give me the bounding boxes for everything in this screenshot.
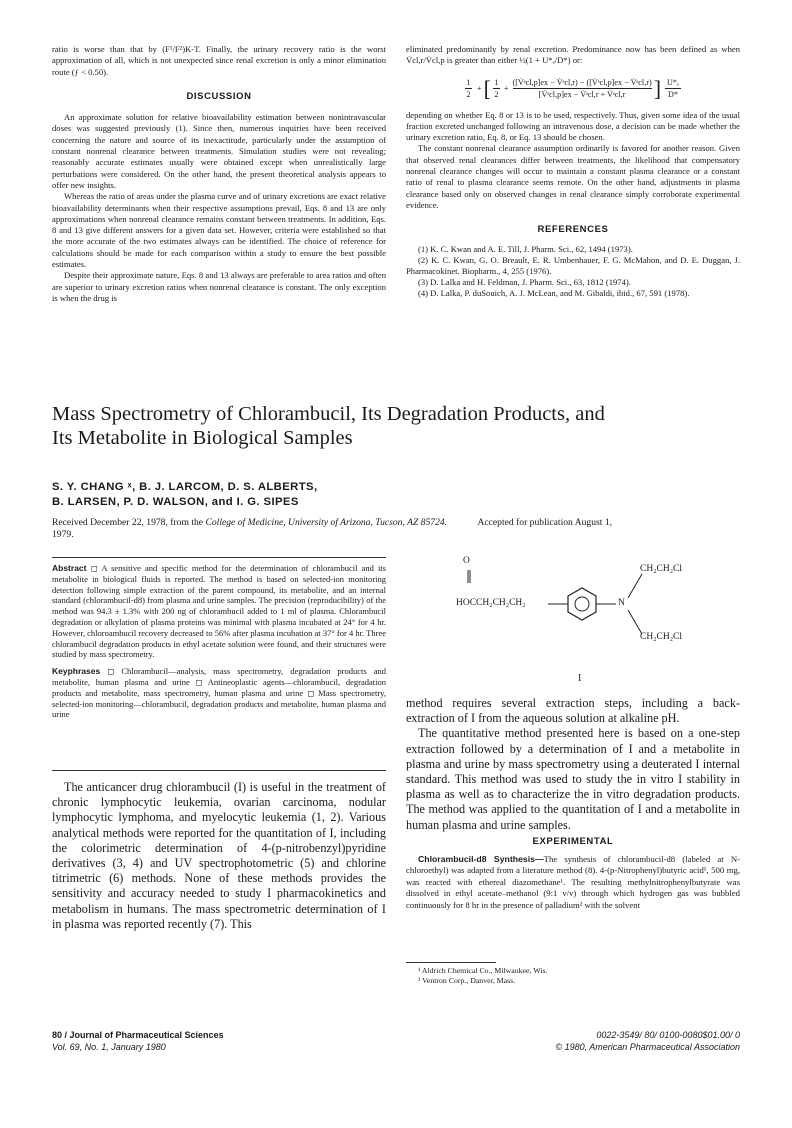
- experimental-paragraph: Chlorambucil-d8 Synthesis—The synthesis of chlorambucil-d8 (labeled at N-chloroethyl) was adapted from a literature method (8). 4-(p-Nitrophenyl)butyric acid¹, 500 mg, was reacted with ethereal diazomethane¹. The resulting methylnitrophenylbutyrate was dissolved in ethyl acetate–methanol (9:1 v/v) through which hydrogen gas was bubbled continuously for 8 hr in the presence of palladium² with the solvent: [406, 854, 740, 910]
- footer-right: [440, 1030, 740, 1053]
- reference-item: (3) D. Lalka and H. Feldman, J. Pharm. Sci., 63, 1812 (1974).: [418, 277, 631, 288]
- volume-info: Vol. 69, No. 1, January 1980: [52, 1041, 166, 1052]
- top-right-column: [406, 44, 740, 300]
- abstract-text: A sensitive and specific method for the determination of chlorambucil and its metabolite in biological fluids is reported. The method is based on selected-ion monitoring detection following simple extraction of the parent compound, its metabolite, and an internal standard (chlorambucil-d8) from plasma and urine samples. The precision (reproducibility) of the method was 94.3 ± 1.3% with 200 ng of chlorambucil added to 1 ml of plasma. Chlorambucil degradation or alkylation of plasma proteins was minimal with plasma incubated at 24° for 4 hr. However, chloroambucil recovery decreased to 56% after plasma incubation at 37° for 4 hr. Three chlorambucil degradation products in ethyl acetate solution were found, and their structures were studied by mass spectrometry.: [52, 563, 386, 660]
- keyphrases-label: Keyphrases: [52, 666, 101, 677]
- reference-item: (1) K. C. Kwan and A. E. Till, J. Pharm. Sci., 62, 1494 (1973).: [418, 243, 633, 254]
- received-line: Received December 22, 1978, from the College of Medicine, University of Arizona, Tucson, AZ 85724. Accepted for publication August 1, 1979.: [52, 517, 613, 540]
- section-heading-experimental: EXPERIMENTAL: [532, 836, 614, 847]
- paragraph: depending on whether Eq. 8 or 13 is to be used, respectively. Thus, given some idea of the usual fraction excreted unchanged following an intravenous dose, a decision can be made whether the urinary excretion ratio, Eq. 8, or Eq. 13 should be chosen.: [406, 109, 740, 143]
- footnotes: [418, 966, 738, 986]
- top-left-column: [52, 44, 386, 304]
- fraction-main: ([V̇ˢcl,p]ex − V̇ˢcl,r) − ([V̇ˢcl,p]ex − V̇ˢcl,r) [V̇ˢcl,p]ex − V̇ˢcl,r + V̇ˢcl,r: [512, 77, 652, 100]
- article-title: Mass Spectrometry of Chlorambucil, Its Degradation Products, and Its Metabolite in Biological Samples: [52, 403, 605, 449]
- intro-column-left: [52, 780, 386, 932]
- intro-column-right: [406, 696, 740, 833]
- paragraph: Whereas the ratio of areas under the plasma curve and of urinary excretions are exact relative bioavailability determinants when their respective assumptions prevail, Eqs. 8 and 13 are only approximations when nonrenal clearance remains constant between treatments. In addition, Eqs. 8 and 13 give different answers for a given data set. However, criteria were established so that the more accurate of the two estimates always can be identified. The choice of reference for calculations should be made for each comparison within a study to ensure the best possible estimates.: [52, 191, 386, 270]
- structure-label: I: [578, 673, 582, 684]
- abstract-bottom-rule: [52, 770, 386, 771]
- chemical-structure-chlorambucil: [456, 556, 716, 652]
- abstract-top-rule: [52, 557, 386, 558]
- footer-left: [52, 1030, 352, 1053]
- fraction-half: 1 2: [466, 77, 471, 100]
- equation: 1 2 + [ 1 2 + ([V̇ˢcl,p]ex − V̇ˢcl,r) − ([V̇ˢcl,p]ex − V̇ˢcl,r) [V̇ˢcl,p]ex − V̇ˢcl,r + V̇ˢcl,r ] U*ₑ D*: [466, 75, 680, 101]
- paragraph: An approximate solution for relative bioavailability estimation between nonintravascular doses was suggested previously (1). Since then, numerous inquiries have been received concerning the nature and source of its inexactitude, particularly under the assumption of constant nonrenal clearance between treatments. Simulation studies were not revealing; reasonably accurate estimates usually were obtained except when unrealistically large perturbations were considered. On the other hand, the present theoretical analysis appears to offer new insights.: [52, 112, 386, 190]
- paragraph: ratio is worse than that by (F¹/F²)K-T. Finally, the urinary recovery ratio is the worst approximation of all, which is not unexpected since renal excretion is only a minor elimination route (ƒ < 0.50).: [52, 44, 386, 77]
- copyright: © 1980, American Pharmaceutical Association: [555, 1041, 740, 1052]
- chain-label: HOCCH₂CH₂CH₂: [456, 598, 526, 608]
- section-heading-discussion: DISCUSSION: [186, 90, 252, 102]
- paragraph: The constant nonrenal clearance assumption ordinarily is favored for another reason. Given that observed renal clearances differ between treatments, the likelihood that compensatory nonrenal clearance changes will occur to maintain a constant plasma clearance or a constant ratio of renal to plasma clearance seems remote. On the other hand, adjustments in plasma clearance based only on observed changes in renal clearance simply corroborate experimental evidence.: [406, 143, 740, 210]
- keyphrases-text: Chlorambucil—analysis, mass spectrometry, degradation products and metabolite, human plasma and urine ◻ Antineoplastic agents—chlorambucil, degradation products and metabolite, mass spectrometry, human plasma and urine ◻ Mass spectrometry, selected-ion monitoring—chlorambucil, degradation products and metabolite, human plasma and urine: [52, 666, 386, 720]
- paragraph: The quantitative method presented here is based on a one-step extraction followed by a determination of I and a metabolite in plasma and urine by mass spectrometry using a deuterated I internal standard. This method was used to study the in vitro I stability in plasma as well as to characterize the in vitro degradation products. The method was applied to the quantitation of I and a metabolite in human plasma and urine samples.: [406, 726, 740, 832]
- fraction-inner-half: 1 2: [494, 77, 499, 100]
- references-list: [406, 244, 740, 300]
- oxygen-label: O: [463, 556, 470, 566]
- subsection-label: Chlorambucil-d8 Synthesis—: [418, 854, 544, 864]
- fraction-right: U*ₑ D*: [666, 77, 680, 100]
- footnote-2: ² Ventron Corp., Danver, Mass.: [418, 976, 516, 985]
- section-heading-references: REFERENCES: [537, 224, 609, 236]
- paragraph: method requires several extraction steps, including a back-extraction of I from the aqueous solution at alkaline pH.: [406, 696, 740, 726]
- author-list: S. Y. CHANG ˣ, B. J. LARCOM, D. S. ALBERTS, B. LARSEN, P. D. WALSON, and I. G. SIPES: [52, 481, 318, 508]
- nitrogen-label: N: [618, 598, 625, 608]
- issn-code: 0022-3549/ 80/ 0100-0080$01.00/ 0: [596, 1030, 740, 1040]
- paragraph: eliminated predominantly by renal excretion. Predominance now has been defined as when V̇cl,r/V̇cl,p is greater than either ½(1 + U*ₑ/D*) or:: [406, 44, 740, 66]
- footnote-rule: [406, 962, 496, 963]
- abstract-box: Abstract ◻ A sensitive and specific method for the determination of chlorambucil and its metabolite in biological fluids is reported. The method is based on selected-ion monitoring detection following simple extraction of the parent compound, its metabolite, and an internal standard (chlorambucil-d8) from plasma and urine samples. The precision (reproducibility) of the method was 94.3 ± 1.3% with 200 ng of chlorambucil added to 1 ml of plasma. Chlorambucil degradation or alkylation of plasma proteins was minimal with plasma incubated at 24° for 4 hr. However, chloroambucil recovery decreased to 56% after plasma incubation at 37° for 4 hr. Three chlorambucil degradation products in ethyl acetate solution were found, and their structures were studied by mass spectrometry. Keyphrases ◻ Chlorambucil—analysis, mass spectrometry, degradation products and metabolite, human plasma and urine ◻ Antineoplastic agents—chlorambucil, degradation products and metabolite, mass spectrometry, human plasma and urine ◻ Mass spectrometry, selected-ion monitoring—chlorambucil, degradation products and metabolite, human plasma and urine: [52, 563, 386, 720]
- paragraph: The anticancer drug chlorambucil (I) is useful in the treatment of chronic lymphocytic leukemia, ovarian carcinoma, nodular lymphocytic lymphoma, and myelocytic leukemia (1, 2). Various analytical methods were reported for the quantitation of I, including the colorimetric determination of 4-(p-nitrobenzyl)pyridine derivatives (3, 4) and UV spectrophotometric (5) and chlorine titrimetric (6) methods. None of these methods provides the sensitivity and accuracy needed to study I pharmacokinetics and metabolism in humans. The mass spectrometric determination of I in plasma was reported recently (7). This: [52, 780, 386, 931]
- reference-item: (2) K. C. Kwan, G. O. Breault, E. R. Umbenhauer, F. G. McMahon, and D. E. Duggan, J. Pharmacokinet. Biopharm., 4, 255 (1976).: [406, 254, 740, 276]
- chloroethyl-arm-bottom: CH₂CH₂Cl: [640, 632, 682, 642]
- footnote-1: ¹ Aldrich Chemical Co., Milwaukee, Wis.: [418, 966, 548, 975]
- paragraph: Despite their approximate nature, Eqs. 8 and 13 always are preferable to area ratios and often are superior to urinary excretion ratios when nonrenal clearance is constant. The only exception is when the drug is: [52, 270, 386, 303]
- abstract-label: Abstract: [52, 563, 87, 573]
- chloroethyl-arm-top: CH₂CH₂Cl: [640, 564, 682, 574]
- journal-citation: 80 / Journal of Pharmaceutical Sciences: [52, 1030, 224, 1040]
- reference-item: (4) D. Lalka, P. duSouich, A. J. McLean, and M. Gibaldi, ibid., 67, 591 (1978).: [418, 288, 690, 299]
